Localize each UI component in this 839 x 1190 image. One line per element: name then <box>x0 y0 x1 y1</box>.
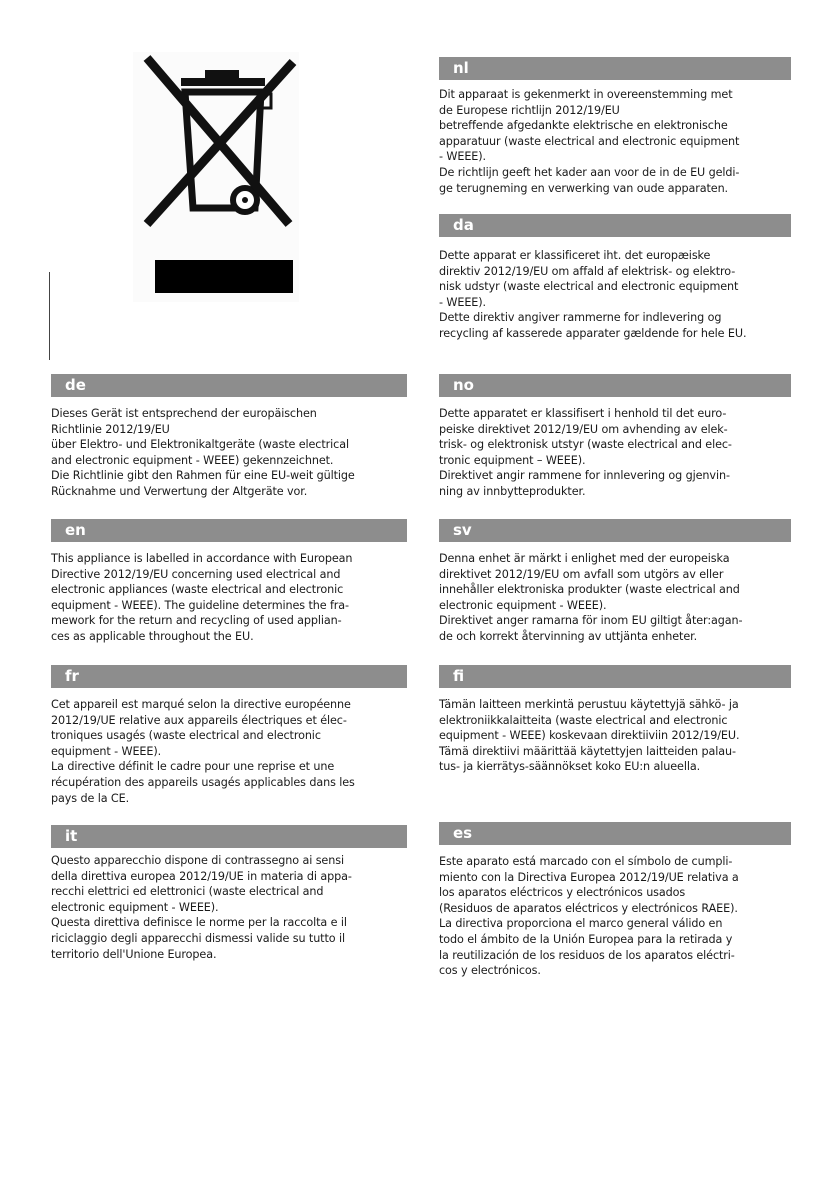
section-text: Dit apparaat is gekenmerkt in overeenstemming met de Europese richtlijn 2012/19/EU betreffende afgedankte elektrische en elektronische apparatuur (waste electrical and electronic equipment - WEEE). De richtlijn geeft het kader aan voor de in de EU geldi- ge terugneming en verwerking van oude apparaten. <box>439 88 740 195</box>
margin-line <box>49 272 50 360</box>
section-header: sv <box>439 519 791 542</box>
section-text: Tämän laitteen merkintä perustuu käytettyjä sähkö- ja elektroniikkalaitteita (waste electrical and electronic equipment - WEEE) koskevaan direktiiviin 2012/19/EU. Tämä direktiivi määrittää käytettyjen laitteiden palau- tus- ja kierrätys-säännökset koko EU:n alueella. <box>439 698 740 774</box>
section-header: it <box>51 825 407 848</box>
section-text: Denna enhet är märkt i enlighet med der europeiska direktivet 2012/19/EU om avfall som utgörs av eller innehåller elektroniska produkter (waste electrical and electronic equipment - WEEE). Direktivet anger ramarna för inom EU giltigt åter:agan- de och korrekt återvinning av uttjänta enheter. <box>439 552 743 643</box>
section-no <box>439 374 791 500</box>
section-text: Questo apparecchio dispone di contrassegno ai sensi della direttiva europea 2012/19/UE in materia di appa- recchi elettrici ed elettronici (waste electrical and electronic equipment - WEEE). Questa direttiva definisce le norme per la raccolta e il riciclaggio degli apparecchi dismessi valide su tutto il territorio dell'Unione Europea. <box>51 854 352 961</box>
section-da <box>439 214 791 342</box>
section-header: no <box>439 374 791 397</box>
section-es <box>439 822 791 979</box>
section-header: fr <box>51 665 407 688</box>
section-text: Cet appareil est marqué selon la directive européenne 2012/19/UE relative aux appareils électriques et élec- troniques usagés (waste electrical and electronic equipment - WEEE). La directive définit le cadre pour une reprise et une récupération des appareils usagés applicables dans les pays de la CE. <box>51 698 355 805</box>
crossed-out-wheelie-bin-icon <box>133 52 299 302</box>
section-header: de <box>51 374 407 397</box>
section-text: Dieses Gerät ist entsprechend der europäischen Richtlinie 2012/19/EU über Elektro- und Elektronikaltgeräte (waste electrical and electronic equipment - WEEE) gekennzeichnet. Die Richtlinie gibt den Rahmen für eine EU-weit gültige Rücknahme und Verwertung der Altgeräte vor. <box>51 407 355 498</box>
section-de <box>51 374 407 500</box>
section-text: Dette apparatet er klassifisert i henhold til det euro- peiske direktivet 2012/19/EU om avhending av elek- trisk- og elektronisk utstyr (waste electrical and elec- tronic equipment – WEEE). Direktivet angir rammene for innlevering og gjenvin- ning av innbytteprodukter. <box>439 407 732 498</box>
section-sv <box>439 519 791 645</box>
section-text: Este aparato está marcado con el símbolo de cumpli- miento con la Directiva Europea 2012/19/UE relativa a los aparatos eléctricos y electrónicos usados (Residuos de aparatos eléctricos y electrónicos RAEE). La directiva proporciona el marco general válido en todo el ámbito de la Unión Europea para la retirada y la reutilización de los residuos de los aparatos eléctri- cos y electrónicos. <box>439 855 739 978</box>
section-fi <box>439 665 791 775</box>
section-en <box>51 519 407 645</box>
section-text: Dette apparat er klassificeret iht. det europæiske direktiv 2012/19/EU om affald af elektrisk- og elektro- nisk udstyr (waste electrical and electronic equipment - WEEE). Dette direktiv angiver rammerne for indlevering og recycling af kasserede apparater gældende for hele EU. <box>439 249 747 340</box>
section-header: fi <box>439 665 791 688</box>
section-header: en <box>51 519 407 542</box>
section-text: This appliance is labelled in accordance with European Directive 2012/19/EU concerning used electrical and electronic appliances (waste electrical and electronic equipment - WEEE). The guideline determines the fra- mework for the return and recycling of used applian- ces as applicable throughout the EU. <box>51 552 353 643</box>
section-it <box>51 825 407 962</box>
section-nl <box>439 57 791 196</box>
weee-logo <box>133 52 299 302</box>
section-header: da <box>439 214 791 237</box>
section-fr <box>51 665 407 806</box>
section-header: es <box>439 822 791 845</box>
section-header: nl <box>439 57 791 80</box>
